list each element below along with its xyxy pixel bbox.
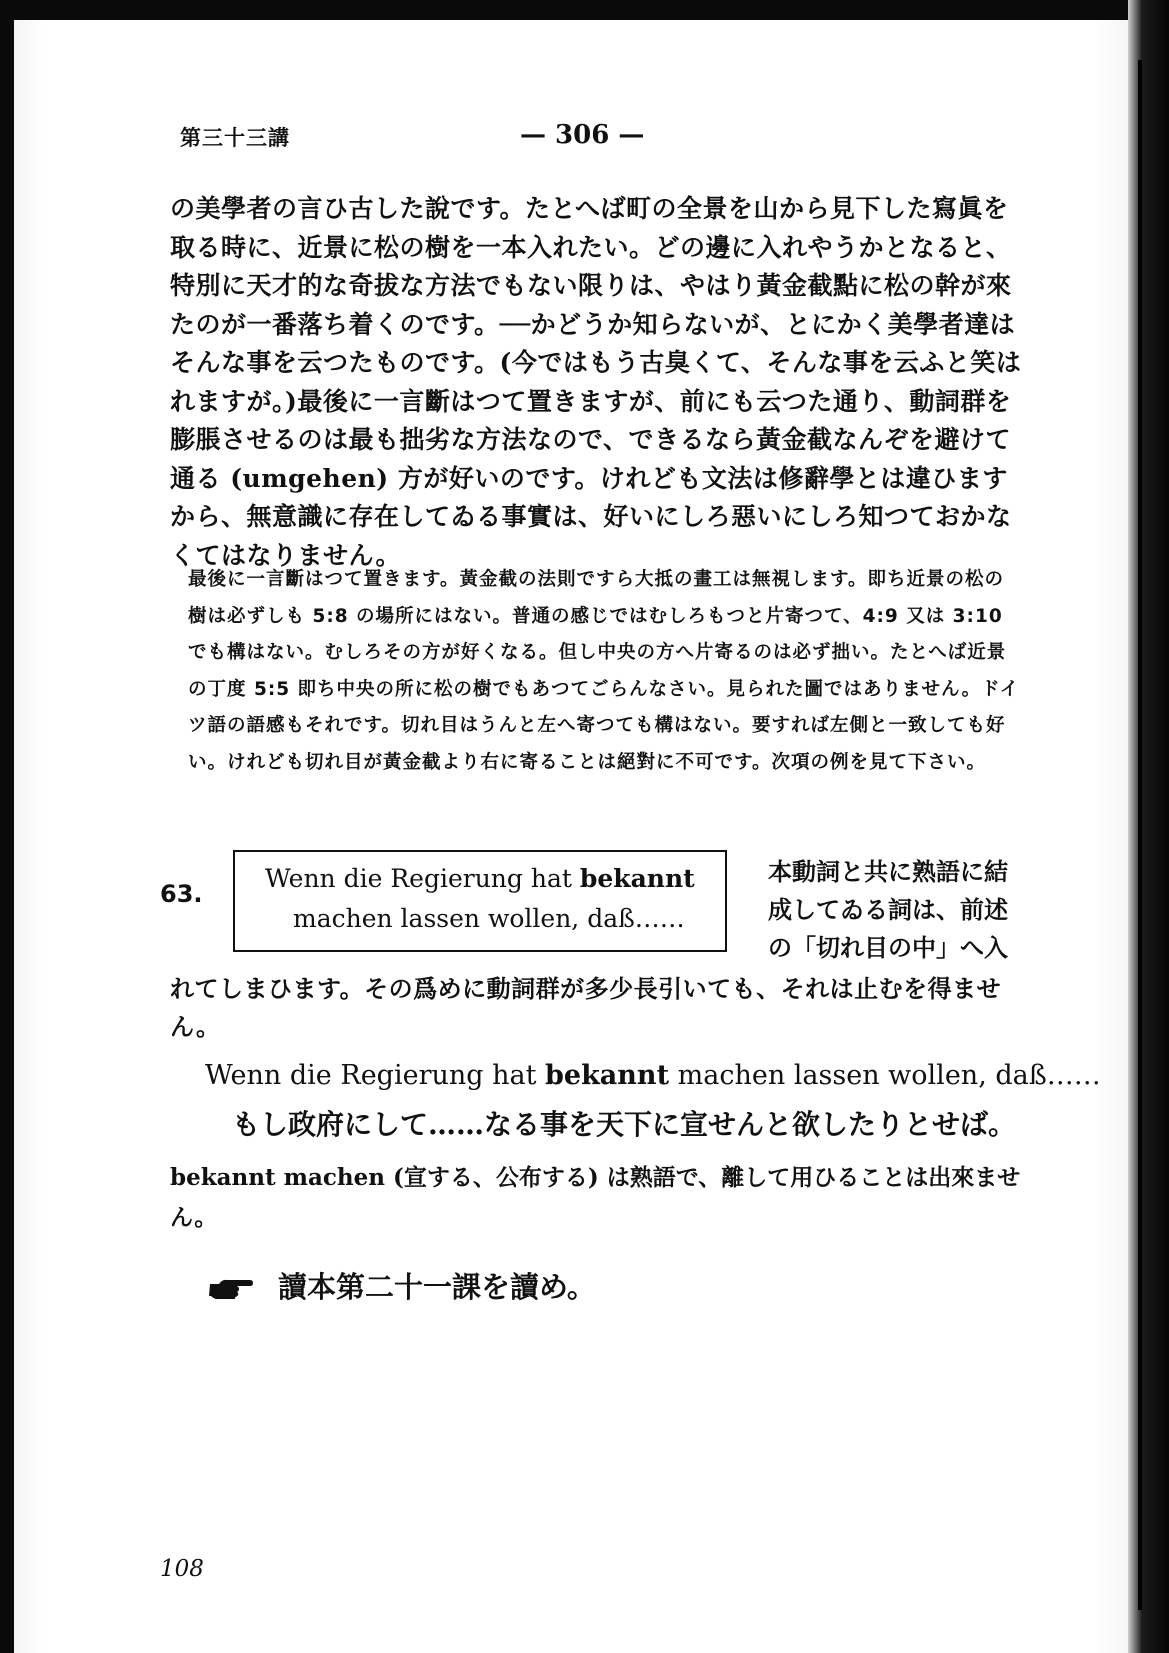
book-spine-edge xyxy=(1138,60,1142,1610)
example-box-line-2: machen lassen wollen, daß…… xyxy=(293,904,685,933)
main-paragraph: の美學者の言ひ古した說です。たとへば町の全景を山から見下した寫眞を取る時に、近景に松の樹を一本入れたい。どの邊に入れやうかとなると、特別に天才的な奇拔な方法でもない限りは、やはり黃金截點に松の幹が來たのが一番落ち着くのです。──かどうか知らないが、とにかく美學者達はそんな事を云つたものです。(今ではもう古臭くて、そんな事を云ふと笑はれますが。)最後に一言斷はつて置きますが、前にも云つた通り、動詞群を膨脹させるのは最も拙劣な方法なので、できるなら黃金截なんぞを避けて通る (umgehen) 方が好いのです。けれども文法は修辭學とは違ひますから、無意識に存在してゐる事實は、好いにしろ惡いにしろ知つておかなくてはなりません。 xyxy=(170,194,1022,570)
scan-top-edge xyxy=(0,0,1169,20)
scan-left-edge xyxy=(0,0,14,1653)
scan-right-edge xyxy=(1128,0,1169,1653)
example-continuation: れてしまひます。その爲めに動詞群が多少長引いても、それは止むを得ません。 xyxy=(170,974,1002,1041)
reading-instruction xyxy=(208,1265,596,1306)
example-box-keyword: bekannt xyxy=(579,864,695,893)
page-number-header: — 306 — xyxy=(520,120,645,150)
reading-instruction-text: 讀本第二十一課を讀め。 xyxy=(278,1270,596,1304)
german-sentence-prefix: Wenn die Regierung hat xyxy=(205,1060,546,1091)
example-box-line-1 xyxy=(265,864,695,893)
usage-note: bekannt machen (宣する、公布する) は熟語で、離して用ひることは出來ません。 xyxy=(170,1164,1021,1231)
german-sentence-keyword: bekannt xyxy=(545,1060,670,1091)
pointing-hand-icon xyxy=(208,1272,254,1306)
example-box xyxy=(233,850,727,952)
example-side-text: 本動詞と共に熟語に結成してゐる詞は、前述の「切れ目の中」へ入 xyxy=(768,857,1008,962)
note-paragraph: 最後に一言斷はつて置きます。黃金截の法則ですら大抵の畫工は無視します。即ち近景の松の樹は必ずしも 5:8 の場所にはない。普通の感じではむしろもつと片寄つて、4:9 又は 3:10 でも構はない。むしろその方が好くなる。但し中央の方へ片寄るのは必ず拙い。たとへば近景の丁度 5:5 即ち中央の所に松の樹でもあつてごらんなさい。見られた圖ではありません。ドイツ語の語感もそれです。切れ目はうんと左へ寄つても構はない。要すれば左側と一致しても好い。けれども切れ目が黃金截より右に寄ることは絕對に不可です。次項の例を見て下さい。 xyxy=(188,569,1020,773)
german-sentence xyxy=(205,1060,1101,1091)
footer-page-number: 108 xyxy=(160,1556,204,1582)
example-number: 63. xyxy=(160,880,203,908)
japanese-translation: もし政府にして……なる事を天下に宣せんと欲したりとせば。 xyxy=(232,1108,1017,1141)
example-box-line-1-prefix: Wenn die Regierung hat xyxy=(265,864,580,893)
lecture-title: 第三十三講 xyxy=(180,126,290,150)
german-sentence-suffix: machen lassen wollen, daß…… xyxy=(669,1060,1101,1091)
